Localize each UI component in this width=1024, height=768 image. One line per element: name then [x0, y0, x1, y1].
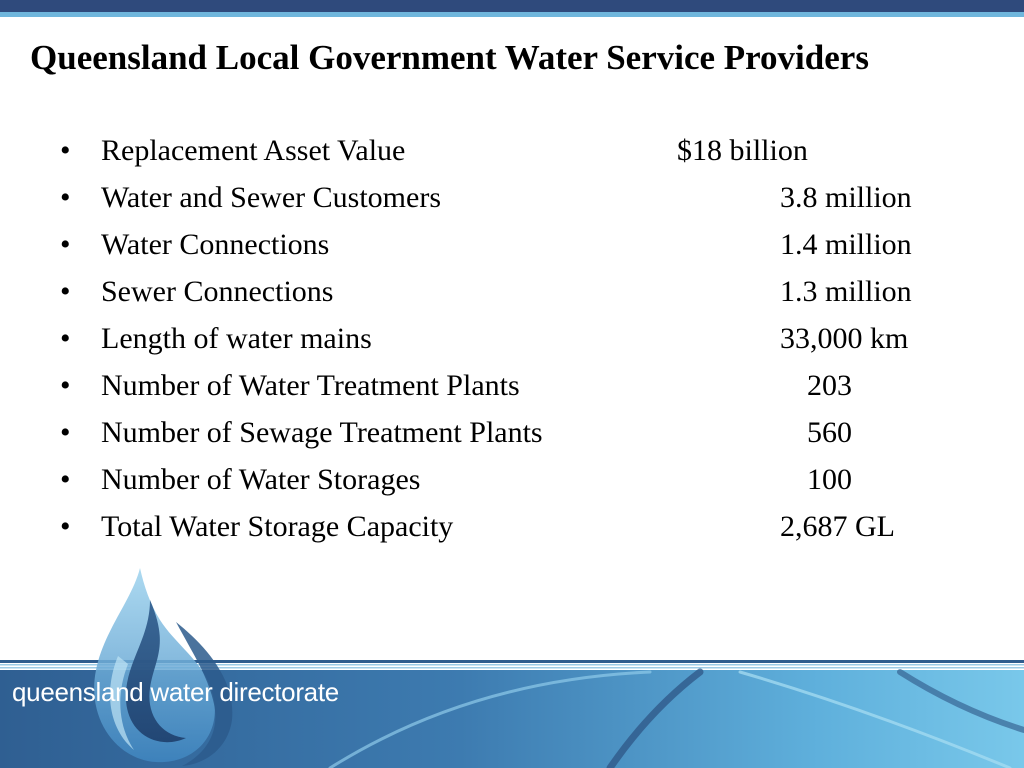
list-item	[0, 127, 1024, 174]
bullet-icon: •	[60, 322, 71, 355]
item-label: Length of water mains	[101, 322, 372, 355]
list-item	[0, 268, 1024, 315]
water-drop-icon	[94, 568, 232, 766]
footer-banner	[0, 560, 1024, 768]
slide-title: Queensland Local Government Water Service Providers	[30, 38, 869, 77]
item-value: $18 billion	[677, 134, 808, 167]
item-value: 100	[807, 463, 852, 496]
bullet-icon: •	[60, 134, 71, 167]
bullet-icon: •	[60, 275, 71, 308]
item-label: Water Connections	[101, 228, 330, 261]
item-value: 3.8 million	[780, 181, 912, 214]
item-label: Number of Water Treatment Plants	[101, 369, 520, 402]
top-accent-line	[0, 12, 1024, 17]
list-item	[0, 409, 1024, 456]
item-value: 560	[807, 416, 852, 449]
item-value: 2,687 GL	[780, 510, 895, 543]
item-value: 33,000 km	[780, 322, 909, 355]
item-label: Number of Water Storages	[101, 463, 421, 496]
brand-wordmark: queensland water directorate	[12, 677, 339, 707]
item-value: 1.4 million	[780, 228, 912, 261]
list-item	[0, 362, 1024, 409]
item-label: Total Water Storage Capacity	[101, 510, 454, 543]
list-item	[0, 503, 1024, 550]
item-label: Number of Sewage Treatment Plants	[101, 416, 543, 449]
list-item	[0, 221, 1024, 268]
bullet-icon: •	[60, 369, 71, 402]
bullet-icon: •	[60, 463, 71, 496]
item-label: Replacement Asset Value	[101, 134, 406, 167]
bullet-icon: •	[60, 510, 71, 543]
item-value: 1.3 million	[780, 275, 912, 308]
top-band	[0, 0, 1024, 12]
bullet-icon: •	[60, 228, 71, 261]
item-label: Sewer Connections	[101, 275, 334, 308]
bullet-icon: •	[60, 181, 71, 214]
list-item	[0, 174, 1024, 221]
item-label: Water and Sewer Customers	[101, 181, 441, 214]
list-item	[0, 456, 1024, 503]
bullet-list	[0, 127, 1024, 550]
list-item	[0, 315, 1024, 362]
item-value: 203	[807, 369, 852, 402]
bullet-icon: •	[60, 416, 71, 449]
